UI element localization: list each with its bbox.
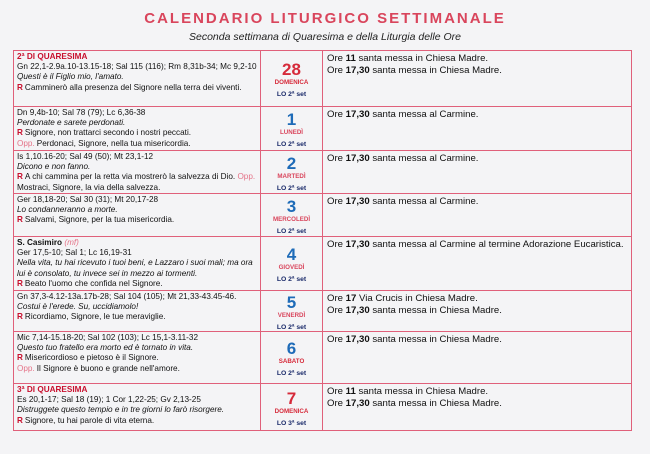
day-number: 5 [286,292,297,312]
day-number: 3 [286,196,297,216]
response: R Camminerò alla presenza del Signore nella terra dei viventi. [17,82,242,92]
day-row-wednesday-3 [14,194,631,237]
day-name: DOMENICA [274,79,309,86]
day-name: SABATO [278,358,305,365]
day-number: 7 [286,388,297,408]
liturgy-hours-week: LO 2ª set [276,323,307,331]
feast-rank: (mf) [64,238,79,247]
antiphon: Dicono e non fanno. [17,162,91,172]
liturgy-cell [14,194,261,236]
mass-entry: Ore 17,30 santa messa in Chiesa Madre. [327,398,502,410]
mass-entry: Ore 17,30 santa messa al Carmine. [327,196,479,207]
liturgy-hours-week: LO 2ª set [276,91,307,98]
day-number: 2 [286,153,297,173]
feast-title: 2ª DI QUARESIMA [17,52,88,61]
mass-entry: Ore 17,30 santa messa in Chiesa Madre. [327,65,502,77]
antiphon: Distruggete questo tempio e in tre giorni lo farò risorgere. [17,405,225,415]
day-cell [261,291,323,331]
day-row-thursday-4 [14,237,631,291]
day-row-sunday-28 [14,51,631,107]
day-number: 1 [286,110,297,129]
liturgy-cell [14,332,261,383]
day-row-saturday-6 [14,332,631,384]
day-number: 6 [286,339,297,358]
antiphon: Nella vita, tu hai ricevuto i tuoi beni, e Lazzaro i suoi mali; ma ora lui è consolato, tu invece sei in mezzo ai tormenti. [17,258,253,278]
day-cell [261,151,323,193]
liturgy-cell [14,384,261,430]
mass-cell [323,151,631,193]
liturgy-cell [14,291,261,331]
day-cell [261,51,323,106]
readings: Ger 17,5-10; Sal 1; Lc 16,19-31 [17,248,132,258]
liturgy-hours-week: LO 2ª set [276,141,307,148]
day-cell [261,107,323,150]
readings: Gn 37,3-4.12-13a.17b-28; Sal 104 (105); Mt 21,33-43.45-46. Costui è l'erede. Su, uccidiamolo! [17,292,237,312]
liturgy-hours-week: LO 3ª set [276,419,307,427]
mass-entry: Ore 17,30 santa messa al Carmine. [327,153,479,164]
day-cell [261,237,323,290]
readings: Dn 9,4b-10; Sal 78 (79); Lc 6,36-38 [17,108,146,117]
page-title: CALENDARIO LITURGICO SETTIMANALE [144,10,506,27]
day-name: DOMENICA [274,407,309,415]
response: R Salvami, Signore, per la tua misericordia. [17,215,175,225]
calendar-table [13,50,632,431]
day-row-sunday-7 [14,384,631,430]
liturgy-hours-week: LO 2ª set [276,276,307,283]
mass-cell [323,194,631,236]
mass-entry: Ore 11 santa messa in Chiesa Madre. [327,386,489,397]
mass-entry: Ore 17,30 santa messa in Chiesa Madre. [327,305,502,317]
response: R Misericordioso e pietoso è il Signore. [17,353,159,363]
liturgy-cell [14,237,261,290]
response: R Signore, non trattarci secondo i nostri peccati. [17,128,192,138]
day-number: 4 [286,245,297,264]
day-name: VENERDÌ [277,311,306,319]
day-cell [261,194,323,236]
page-subtitle: Seconda settimana di Quaresima e della Liturgia delle Ore [189,31,461,43]
readings: Es 20,1-17; Sal 18 (19); 1 Cor 1,22-25; Gv 2,13-25 [17,395,201,405]
liturgy-hours-week: LO 2ª set [276,227,307,235]
response: R Signore, tu hai parole di vita eterna. [17,415,155,425]
liturgy-hours-week: LO 2ª set [276,370,307,377]
liturgy-hours-week: LO 2ª set [276,184,307,192]
antiphon: Lo condanneranno a morte. [17,205,118,215]
alt-response: Opp. Il Signore è buono e grande nell'amore. [17,363,180,373]
day-row-monday-1 [14,107,631,151]
day-number: 28 [282,60,301,79]
mass-cell [323,384,631,430]
mass-entry: Ore 17,30 santa messa al Carmine al termine Adorazione Eucaristica. [327,239,624,250]
day-name: MARTEDÌ [277,172,306,180]
day-cell [261,384,323,430]
mass-entry: Ore 11 santa messa in Chiesa Madre. [327,53,489,64]
readings: Ger 18,18-20; Sal 30 (31); Mt 20,17-28 [17,195,159,204]
liturgy-cell [14,107,261,150]
liturgy-cell [14,151,261,193]
day-row-tuesday-2 [14,151,631,194]
feast-title: 3ª DI QUARESIMA [17,385,88,394]
mass-cell [323,51,631,106]
day-name: MERCOLEDÌ [272,215,311,223]
mass-entry: Ore 17 Via Crucis in Chiesa Madre. [327,293,478,304]
mass-entry: Ore 17,30 santa messa in Chiesa Madre. [327,334,502,345]
readings: Mic 7,14-15.18-20; Sal 102 (103); Lc 15,1-3.11-32 [17,333,198,342]
day-name: GIOVEDÌ [278,264,305,271]
antiphon: Questi è il Figlio mio, l'amato. [17,72,124,82]
day-row-friday-5 [14,291,631,332]
mass-entry: Ore 17,30 santa messa al Carmine. [327,109,479,120]
mass-cell [323,237,631,290]
feast-title: S. Casimiro (mf) [17,238,79,247]
readings: Gn 22,1-2.9a.10-13.15-18; Sal 115 (116); Rm 8,31b-34; Mc 9,2-10 Questi è il Figlio mio, l'amato. [17,62,257,82]
antiphon: Perdonate e sarete perdonati. [17,118,126,128]
mass-cell [323,291,631,331]
response: R Beato l'uomo che confida nel Signore. [17,278,163,288]
alt-response: Opp. Perdonaci, Signore, nella tua misericordia. [17,138,191,148]
mass-cell [323,332,631,383]
day-cell [261,332,323,383]
day-name: LUNEDÌ [279,129,304,136]
liturgy-cell [14,51,261,106]
antiphon: Costui è l'erede. Su, uccidiamolo! [17,302,139,312]
antiphon: Questo tuo fratello era morto ed è tornato in vita. [17,343,194,353]
readings: Is 1,10.16-20; Sal 49 (50); Mt 23,1-12 [17,152,154,161]
response: R Ricordiamo, Signore, le tue meraviglie. [17,312,166,322]
response: R A chi cammina per la retta via mostrerò la salvezza di Dio. Opp. Mostraci, Signore, la via della salvezza. [17,172,256,192]
mass-cell [323,107,631,150]
